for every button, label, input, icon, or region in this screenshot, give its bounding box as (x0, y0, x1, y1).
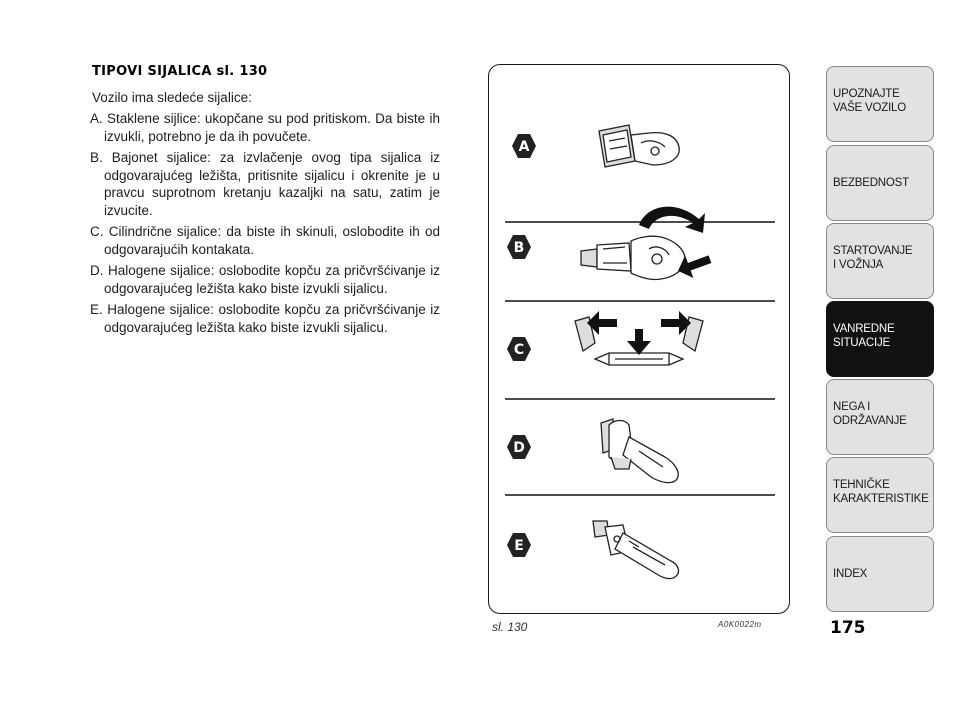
label-d: D (513, 440, 525, 456)
list-item-e: E. Halogene sijalice: oslobodite kopču za pričvršćivanje iz odgovarajućeg ležišta kako biste izvukli sijalicu. (90, 302, 440, 335)
label-badge-c (507, 337, 531, 361)
tab-nega-i-odrzavanje[interactable]: NEGA I ODRŽAVANJE (826, 379, 934, 455)
label-badge-a (512, 134, 536, 158)
list-item-d: D. Halogene sijalice: oslobodite kopču za pričvršćivanje iz odgovarajućeg ležišta kako biste izvukli sijalicu. (90, 263, 440, 296)
bulb-type-list (90, 110, 440, 340)
label-c: C (513, 342, 525, 358)
down-arrow-icon (627, 329, 651, 355)
bayonet-bulb-icon (581, 236, 685, 279)
tab-bezbednost[interactable]: BEZBEDNOST (826, 145, 934, 221)
intro-text: Vozilo ima sledeće sijalice: (92, 90, 252, 105)
label-e: E (514, 538, 524, 554)
figure-code: A0K0022m (718, 620, 762, 629)
tab-upoznajte-vase-vozilo[interactable]: UPOZNAJTE VAŠE VOZILO (826, 66, 934, 142)
label-badge-e (507, 533, 531, 557)
figure-caption: sl. 130 (492, 620, 528, 634)
list-item-c: C. Cilindrične sijalice: da biste ih skinuli, oslobodite ih od odgovarajućih kontakata. (90, 224, 440, 257)
list-item-a: A. Staklene sijlice: ukopčane su pod pritiskom. Da biste ih izvukli, potrebno je da ih povučete. (90, 111, 440, 144)
label-badge-d (507, 435, 531, 459)
page-number: 175 (830, 618, 866, 638)
halogen-bulb-d-icon (601, 419, 678, 483)
rotate-arrow-icon (639, 207, 705, 233)
bulb-illustration (489, 65, 791, 615)
wedge-bulb-icon (599, 125, 679, 167)
label-a: A (518, 139, 530, 155)
tab-index[interactable]: INDEX (826, 536, 934, 612)
halogen-bulb-e-icon (593, 521, 678, 579)
bulb-figure (488, 64, 790, 614)
tab-tehnicke-karakteristike[interactable]: TEHNIČKE KARAKTERISTIKE (826, 457, 934, 533)
label-b: B (513, 240, 525, 256)
list-item-b: B. Bajonet sijalice: za izvlačenje ovog tipa sijalica iz odgovarajućeg ležišta, pritisnite sijalicu i okrenite je u pravcu suprotnom kretanju kazaljki na satu, zatim je izvucite. (90, 150, 440, 218)
label-badge-b (507, 235, 531, 259)
tab-startovanje-i-voznja[interactable]: STARTOVANJE I VOŽNJA (826, 223, 934, 299)
section-title: TIPOVI SIJALICA sl. 130 (92, 64, 268, 79)
tab-vanredne-situacije[interactable]: VANREDNE SITUACIJE (826, 301, 934, 377)
